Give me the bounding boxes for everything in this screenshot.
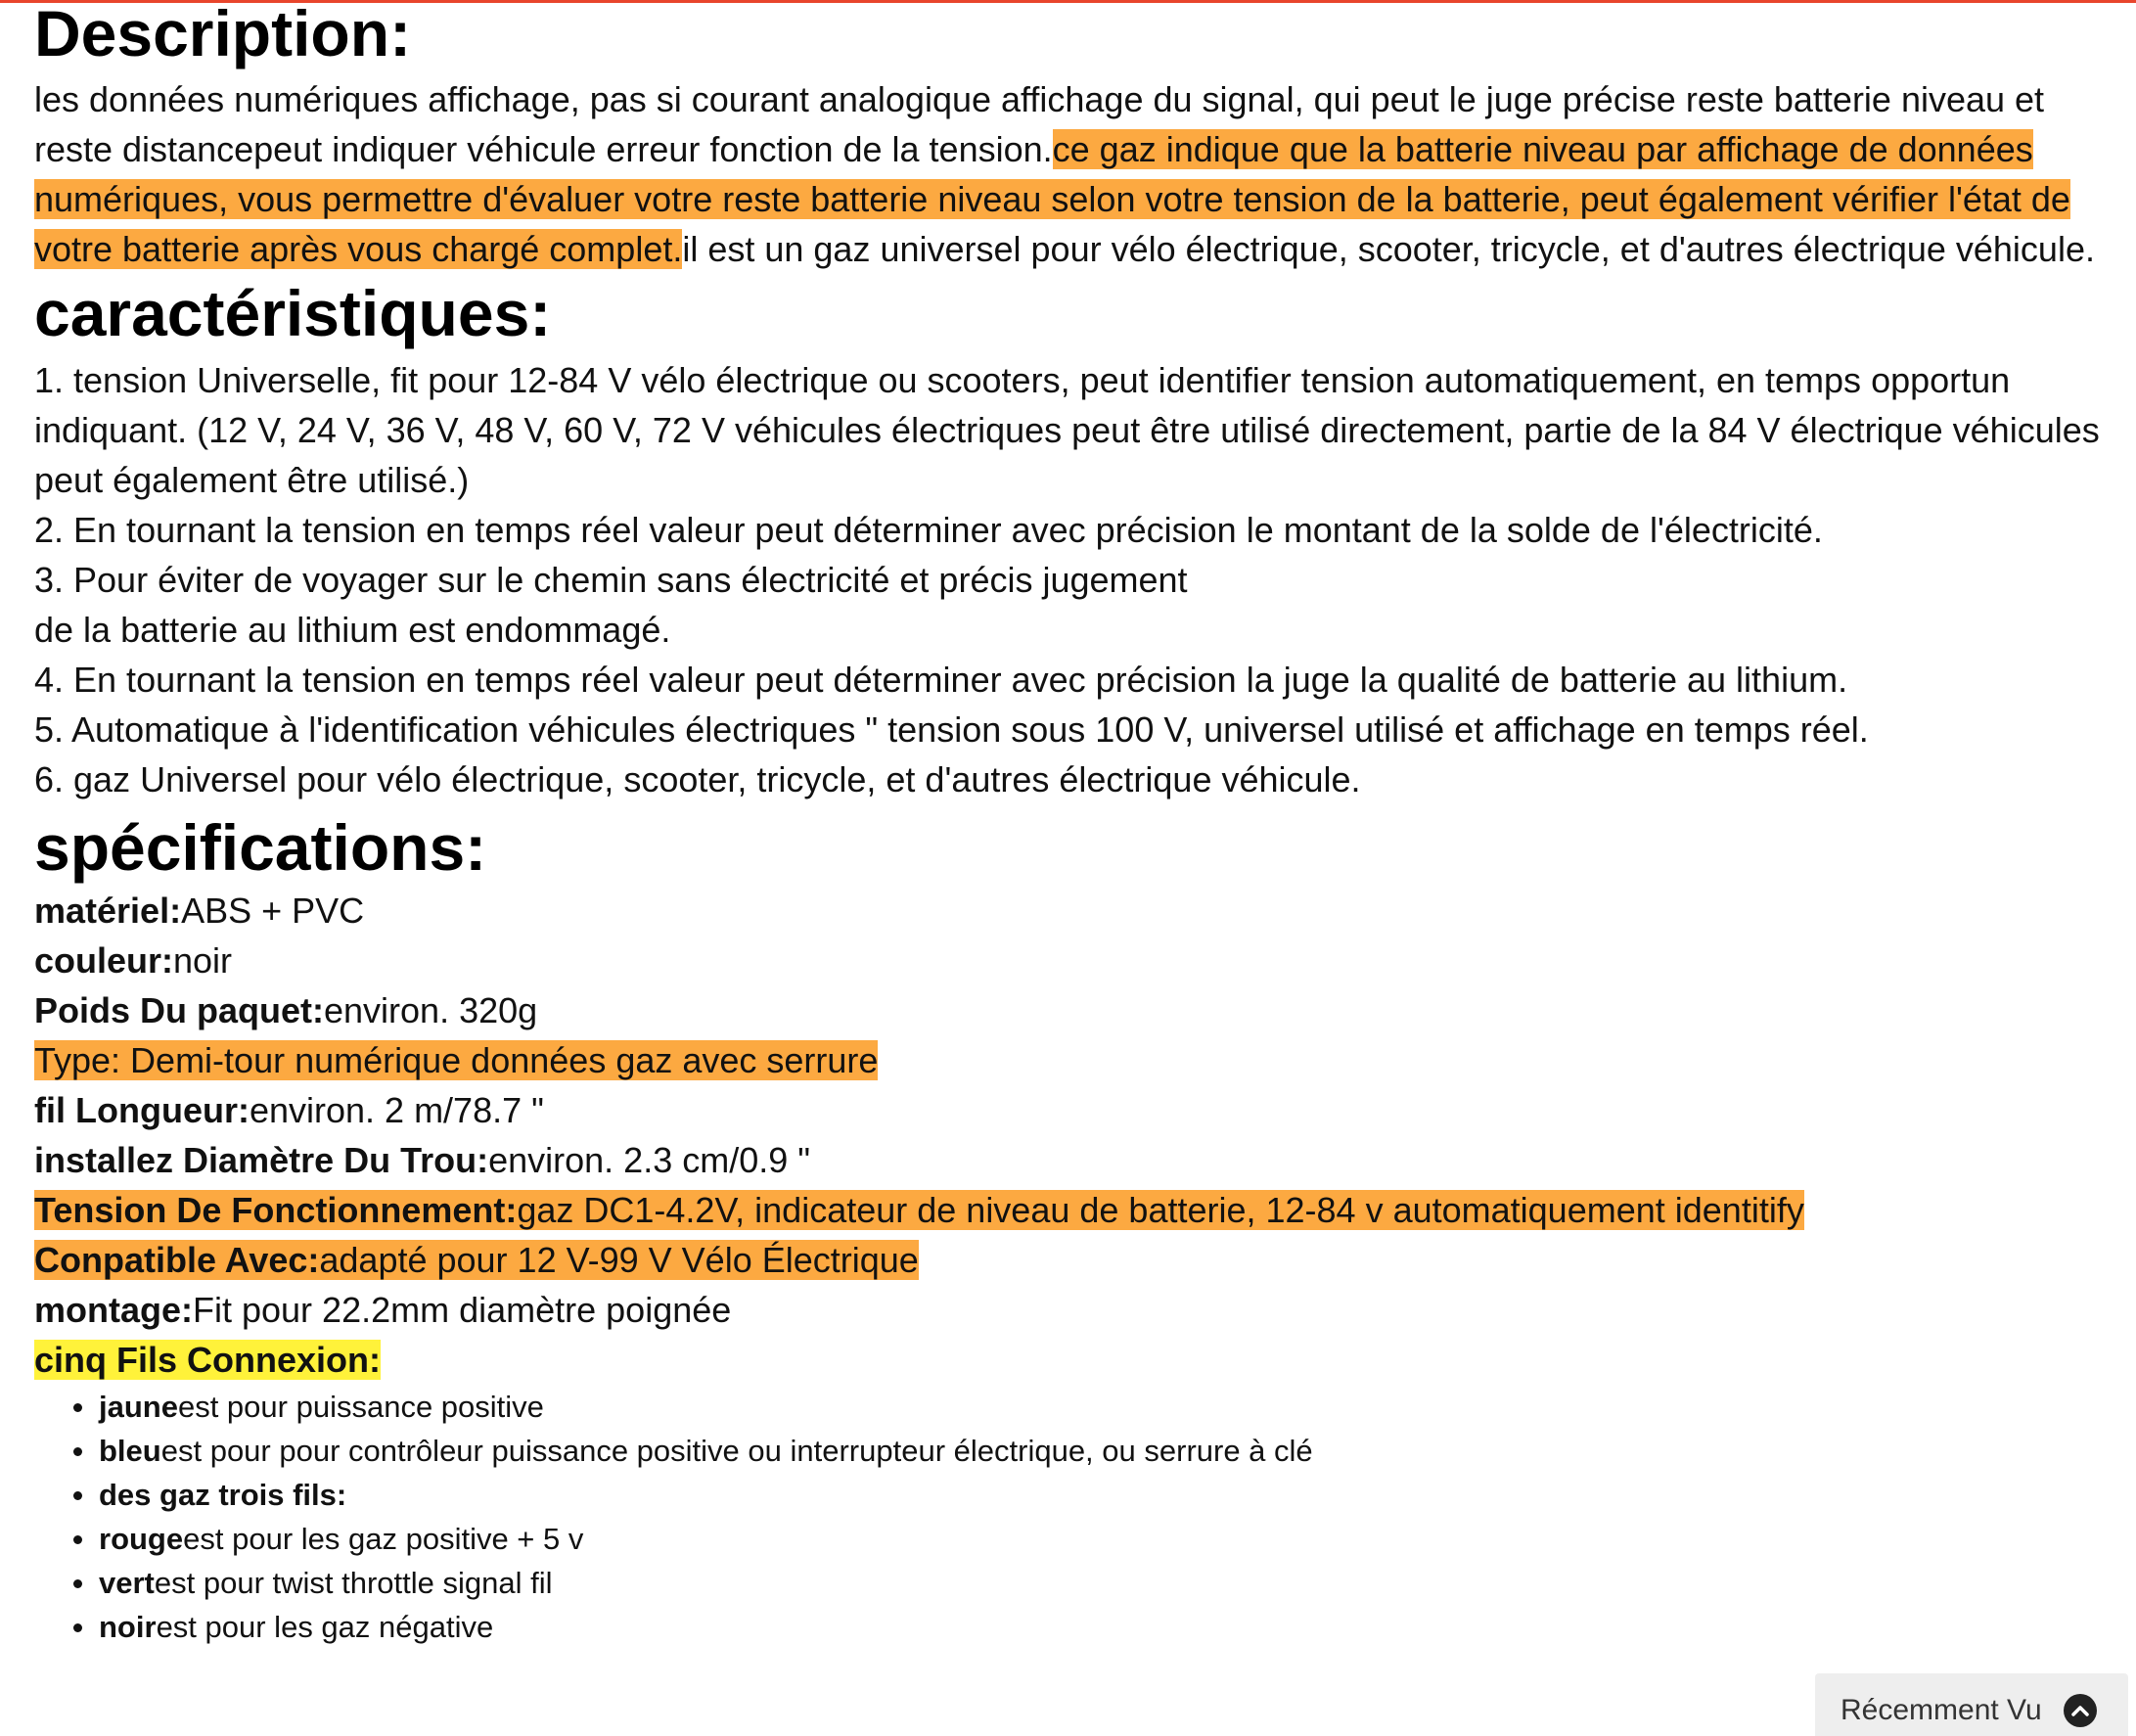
features-list [34,355,2113,804]
product-description [34,0,2113,1649]
chevron-up-icon [2064,1694,2097,1727]
feature-item: 3. Pour éviter de voyager sur le chemin sans électricité et précis jugement [34,560,1188,600]
spec-label: matériel: [34,891,182,931]
list-item [64,1429,2113,1473]
spec-compatibility [34,1235,2113,1285]
spec-value: environ. 2 m/78.7 " [249,1090,544,1130]
spec-voltage-highlight [34,1190,1804,1230]
feature-item: 2. En tournant la tension en temps réel valeur peut déterminer avec précision le montant de la solde de l'électricité. [34,510,1823,550]
spec-value: ABS + PVC [181,891,365,931]
spec-wire-length [34,1085,2113,1135]
wire-color: des gaz trois fils: [99,1478,347,1512]
spec-value: Fit pour 22.2mm diamètre poignée [193,1290,732,1330]
recently-viewed-button[interactable] [1815,1673,2128,1736]
list-item [64,1385,2113,1429]
list-item [64,1605,2113,1649]
spec-mounting [34,1285,2113,1335]
wire-desc: est pour les gaz positive + 5 v [183,1522,584,1556]
spec-color [34,936,2113,985]
specs-list [34,886,2113,1385]
wires-heading: cinq Fils Connexion: [34,1340,382,1380]
description-heading: Description: [34,0,412,69]
wire-list [34,1385,2113,1649]
spec-value: environ. 2.3 cm/0.9 " [488,1140,811,1180]
list-item [64,1517,2113,1561]
spec-hole-diameter [34,1135,2113,1185]
wire-color: noir [99,1610,157,1644]
features-heading: caractéristiques: [34,277,552,349]
spec-label: fil Longueur: [34,1090,250,1130]
description-text-highlight: ce gaz indique que la batterie niveau par affichage de données numériques, vous permettre d'évaluer votre reste batterie niveau selon votre tension de la batterie, peut également vérifier l'état de votre batterie après vous chargé complet. [34,129,2070,269]
wire-desc: est pour puissance positive [177,1390,544,1424]
spec-label: Tension De Fonctionnement: [34,1190,518,1230]
wire-color: vert [99,1566,155,1600]
description-text-end: il est un gaz universel pour vélo électrique, scooter, tricycle, et d'autres électrique véhicule. [682,229,2095,269]
spec-material [34,886,2113,936]
spec-voltage [34,1185,2113,1235]
spec-value: gaz DC1-4.2V, indicateur de niveau de batterie, 12-84 v automatiquement identitify [517,1190,1804,1230]
description-text [34,74,2113,274]
wire-color: rouge [99,1522,184,1556]
spec-weight [34,985,2113,1035]
description-text-start: les données numériques affichage, pas si courant analogique affichage du signal, qui peut le juge précise reste batterie niveau et reste distancepeut indiquer véhicule erreur fonction de la tension. [34,79,2045,169]
wire-desc: est pour pour contrôleur puissance positive ou interrupteur électrique, ou serrure à clé [160,1434,1313,1468]
recently-viewed-label: Récemment Vu [1841,1694,2042,1726]
feature-item: de la batterie au lithium est endommagé. [34,610,671,650]
list-item [64,1473,2113,1517]
feature-item: 6. gaz Universel pour vélo électrique, scooter, tricycle, et d'autres électrique véhicule. [34,759,1361,799]
spec-value: environ. 320g [324,990,538,1030]
wire-desc: est pour twist throttle signal fil [154,1566,553,1600]
specs-heading: spécifications: [34,811,487,884]
spec-value: noir [173,940,233,981]
wire-desc: est pour les gaz négative [156,1610,494,1644]
feature-item: 4. En tournant la tension en temps réel valeur peut déterminer avec précision la juge la qualité de batterie au lithium. [34,660,1848,700]
spec-value: adapté pour 12 V-99 V Vélo Électrique [319,1240,919,1280]
spec-label: Conpatible Avec: [34,1240,320,1280]
spec-label: couleur: [34,940,174,981]
spec-label: installez Diamètre Du Trou: [34,1140,489,1180]
spec-type-text: Type: Demi-tour numérique données gaz avec serrure [34,1040,879,1080]
feature-item: 1. tension Universelle, fit pour 12-84 V vélo électrique ou scooters, peut identifier tension automatiquement, en temps opportun indiquant. (12 V, 24 V, 36 V, 48 V, 60 V, 72 V véhicules électriques peut être utilisé directement, partie de la 84 V électrique véhicules peut également être utilisé.) [34,360,2100,500]
spec-compat-highlight [34,1240,919,1280]
spec-type [34,1035,2113,1085]
list-item [64,1561,2113,1605]
wire-color: bleu [99,1434,161,1468]
feature-item: 5. Automatique à l'identification véhicules électriques " tension sous 100 V, universel utilisé et affichage en temps réel. [34,709,1869,750]
spec-wires-heading [34,1335,2113,1385]
spec-label: montage: [34,1290,193,1330]
spec-label: Poids Du paquet: [34,990,324,1030]
wire-color: jaune [99,1390,178,1424]
